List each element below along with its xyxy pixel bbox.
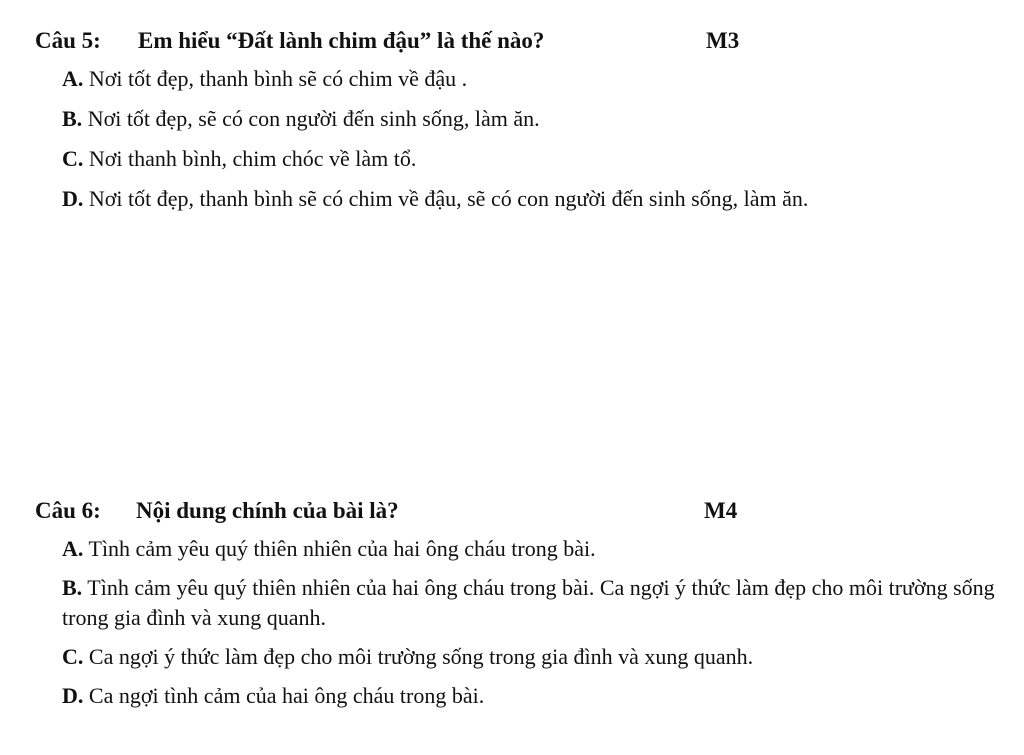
option-text: Tình cảm yêu quý thiên nhiên của hai ông cháu trong bài. [88, 536, 596, 561]
option-text: Nơi thanh bình, chim chóc về làm tổ. [88, 146, 417, 171]
option-key: A. [62, 536, 84, 561]
answer-option-a [62, 534, 997, 564]
answer-option-c [62, 144, 997, 174]
answer-option-b [62, 573, 997, 633]
question-text: Em hiểu “Đất lành chim đậu” là thế nào? [138, 28, 545, 53]
option-text: Nơi tốt đẹp, thanh bình sẽ có chim về đậu . [88, 66, 468, 91]
question-header [0, 490, 1024, 534]
answer-option-c [62, 642, 997, 672]
option-text: Nơi tốt đẹp, thanh bình sẽ có chim về đậu, sẽ có con người đến sinh sống, làm ăn. [88, 186, 809, 211]
answer-option-b [62, 104, 997, 134]
option-text: Tình cảm yêu quý thiên nhiên của hai ông cháu trong bài. Ca ngợi ý thức làm đẹp cho môi trường sống trong gia đình và xung quanh. [62, 575, 995, 630]
question-number: Câu 5: [35, 28, 101, 53]
option-key: D. [62, 186, 84, 211]
option-text: Ca ngợi tình cảm của hai ông cháu trong bài. [88, 683, 485, 708]
question-number: Câu 6: [35, 498, 101, 523]
option-key: A. [62, 66, 84, 91]
option-text: Nơi tốt đẹp, sẽ có con người đến sinh sống, làm ăn. [87, 106, 540, 131]
question-level: M3 [706, 28, 740, 53]
question-text: Nội dung chính của bài là? [136, 498, 399, 523]
option-key: C. [62, 644, 84, 669]
answer-option-a [62, 64, 997, 94]
option-text: Ca ngợi ý thức làm đẹp cho môi trường sống trong gia đình và xung quanh. [88, 644, 754, 669]
question-6 [0, 490, 1024, 720]
option-key: B. [62, 575, 83, 600]
question-5 [0, 20, 1024, 224]
option-key: B. [62, 106, 83, 131]
answer-option-d [62, 184, 997, 214]
question-header [0, 20, 1024, 64]
answer-option-d [62, 681, 997, 711]
option-key: D. [62, 683, 84, 708]
option-key: C. [62, 146, 84, 171]
question-level: M4 [704, 498, 738, 523]
